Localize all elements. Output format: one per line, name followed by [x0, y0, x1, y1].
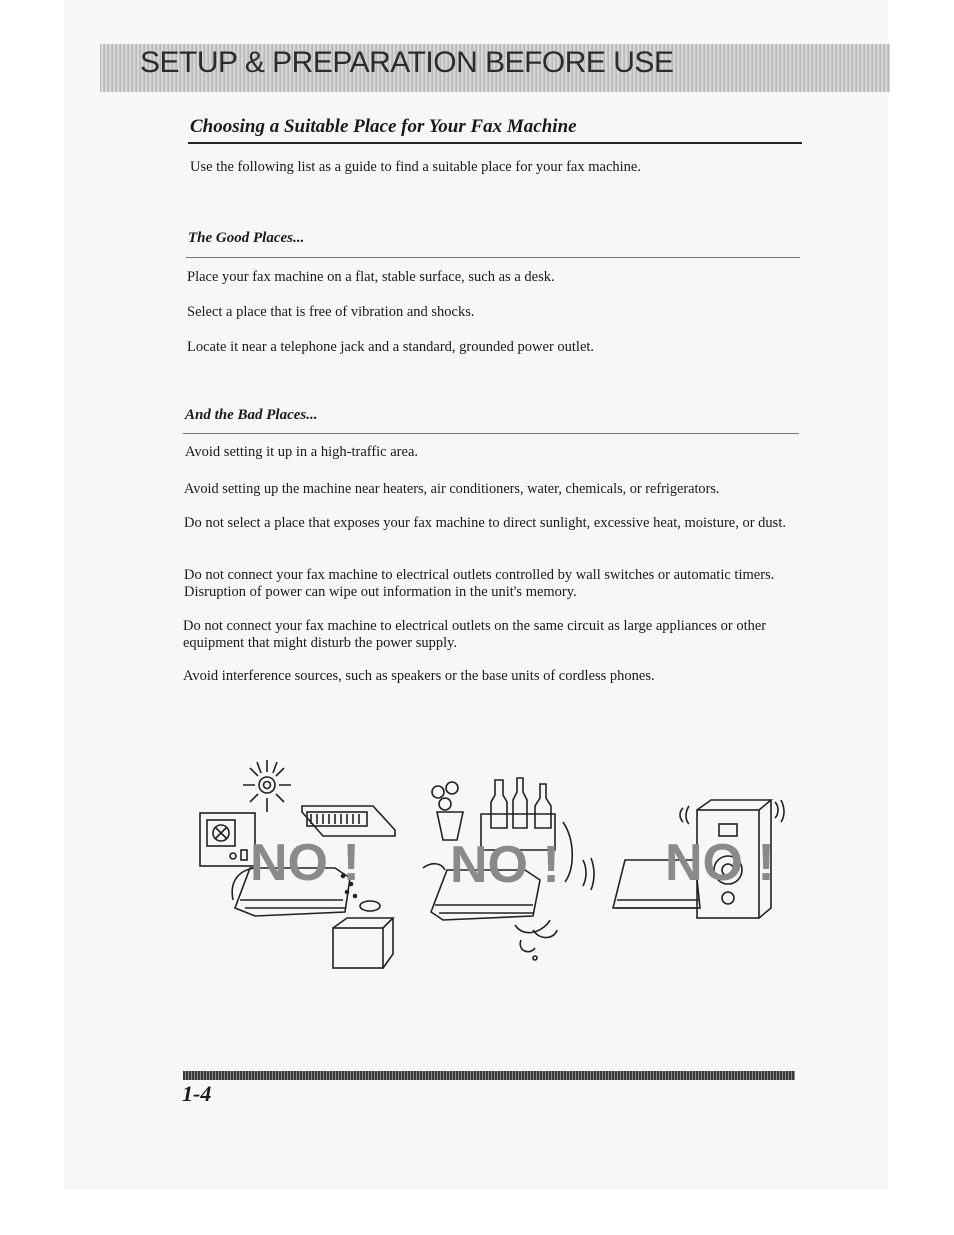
bad-place-item: Avoid interference sources, such as speakers or the base units of cordless phones.	[183, 668, 655, 684]
bad-place-item: Avoid setting it up in a high-traffic area.	[185, 444, 419, 460]
bad-places-rule	[183, 433, 799, 434]
bad-place-item: Do not connect your fax machine to electrical outlets on the same circuit as large appliances or other equipment that might disturb the power supply.	[183, 618, 767, 651]
section-title: Choosing a Suitable Place for Your Fax Machine	[190, 116, 577, 137]
no-stamp: NO !	[450, 836, 560, 894]
bad-place-item: Do not connect your fax machine to electrical outlets controlled by wall switches or automatic timers. Disruption of power can wipe out information in the unit's memory.	[184, 567, 775, 600]
bottle-icon	[535, 784, 551, 828]
bad-place-item: Do not select a place that exposes your fax machine to direct sunlight, excessive heat, moisture, or dust.	[184, 515, 786, 531]
no-stamp: NO !	[665, 834, 775, 892]
bottle-icon	[491, 780, 507, 828]
no-stamp: NO !	[250, 834, 360, 892]
sun-icon	[259, 777, 275, 793]
footer-band	[183, 1071, 795, 1080]
bad-place-item: Avoid setting up the machine near heaters, air conditioners, water, chemicals, or refrigerators.	[184, 481, 720, 497]
section-title-rule	[188, 142, 802, 144]
air-conditioner-icon	[302, 806, 395, 836]
section-intro: Use the following list as a guide to find a suitable place for your fax machine.	[190, 159, 641, 175]
good-place-item: Select a place that is free of vibration and shocks.	[187, 304, 475, 320]
good-places-rule	[186, 257, 800, 258]
page-number: 1-4	[182, 1081, 212, 1106]
flower-icon	[432, 786, 444, 798]
bad-placement-illustration	[195, 750, 785, 980]
box-icon	[333, 928, 383, 968]
chapter-title: SETUP & PREPARATION BEFORE USE	[140, 46, 674, 79]
good-place-item: Place your fax machine on a flat, stable surface, such as a desk.	[187, 269, 555, 285]
bad-places-heading: And the Bad Places...	[185, 407, 318, 423]
chapter-header-band	[100, 44, 890, 92]
bottle-icon	[513, 778, 527, 828]
good-places-heading: The Good Places...	[188, 230, 305, 246]
water-spill-icon	[515, 920, 550, 933]
good-place-item: Locate it near a telephone jack and a standard, grounded power outlet.	[187, 339, 595, 355]
